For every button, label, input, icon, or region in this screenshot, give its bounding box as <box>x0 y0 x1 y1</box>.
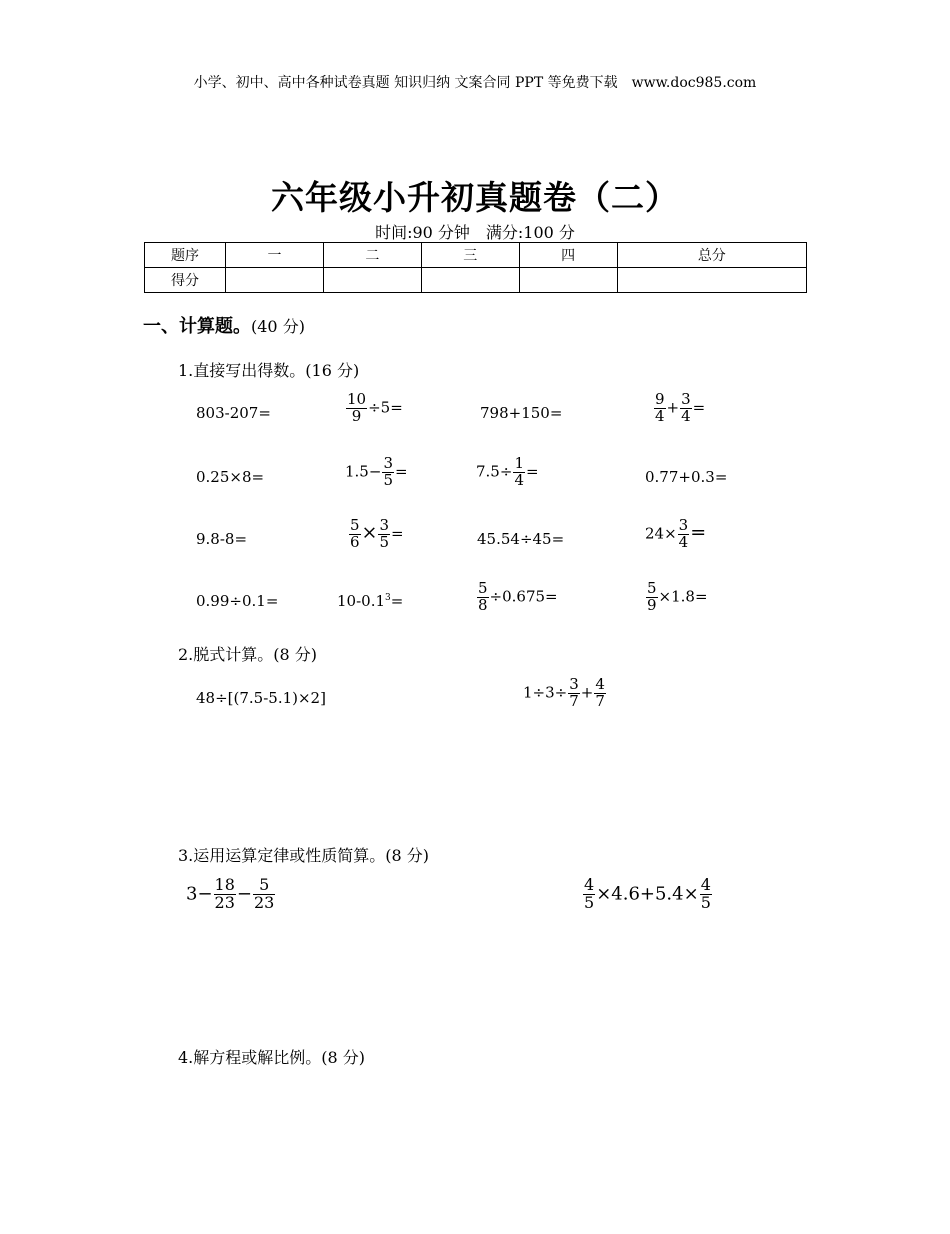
expression-text: 24× <box>645 524 677 543</box>
math-item: 48÷[(7.5-5.1)×2] <box>196 689 326 707</box>
numerator: 5 <box>478 579 488 597</box>
math-item <box>476 581 558 614</box>
fraction <box>382 456 394 489</box>
numerator: 4 <box>700 875 711 894</box>
table-cell: 一 <box>226 243 324 268</box>
fraction <box>680 392 692 425</box>
numerator: 10 <box>347 390 367 408</box>
fraction <box>349 518 361 551</box>
expression-text: ÷0.675= <box>489 587 558 606</box>
equals-sign: = <box>692 398 706 417</box>
fraction <box>253 877 275 912</box>
math-item: 0.77+0.3= <box>645 468 728 486</box>
math-item <box>345 456 408 489</box>
fraction <box>378 518 390 551</box>
table-cell: 题序 <box>145 243 226 268</box>
math-item <box>582 877 713 912</box>
math-item: 798+150= <box>480 404 563 422</box>
denominator: 7 <box>569 691 579 710</box>
math-item <box>345 392 403 425</box>
question-title: 4.解方程或解比例。(8 分) <box>178 1048 366 1067</box>
fraction <box>214 877 236 912</box>
denominator: 5 <box>379 532 390 551</box>
section-title: 一、计算题。 <box>143 316 251 337</box>
score-input-cell[interactable] <box>617 268 806 293</box>
denominator: 6 <box>350 532 360 551</box>
exam-info: 时间:90 分钟 满分:100 分 <box>375 223 575 242</box>
fraction <box>700 877 712 912</box>
denominator: 5 <box>383 470 393 489</box>
math-item: 45.54÷45= <box>477 530 565 548</box>
numerator: 9 <box>655 390 665 408</box>
denominator: 9 <box>647 595 657 614</box>
expression-text: 10-0.1 <box>337 592 386 610</box>
question-title: 2.脱式计算。(8 分) <box>178 645 318 664</box>
question-title: 1.直接写出得数。(16 分) <box>178 361 360 380</box>
score-table <box>144 242 807 293</box>
denominator: 5 <box>700 892 711 912</box>
operator: − <box>236 883 252 905</box>
numerator: 3 <box>379 516 390 534</box>
expression-text: ÷5= <box>368 398 403 417</box>
equals-sign: = <box>525 462 539 481</box>
operator: + <box>580 683 594 702</box>
exponent: 3 <box>385 593 391 603</box>
numerator: 1 <box>514 454 524 472</box>
score-input-cell[interactable] <box>323 268 421 293</box>
denominator: 4 <box>655 406 665 425</box>
fraction <box>346 392 367 425</box>
score-input-cell[interactable] <box>519 268 617 293</box>
numerator: 5 <box>253 877 275 895</box>
numerator: 3 <box>678 516 689 534</box>
denominator: 7 <box>595 691 605 710</box>
equals-sign: = <box>394 462 408 481</box>
numerator: 3 <box>383 454 393 472</box>
section-points: (40 分) <box>251 317 305 336</box>
numerator: 4 <box>595 675 605 693</box>
fraction <box>646 581 658 614</box>
table-cell: 四 <box>519 243 617 268</box>
math-item <box>337 592 403 610</box>
math-item <box>645 518 706 551</box>
math-item: 803-207= <box>196 404 271 422</box>
expression-text: 1÷3÷ <box>523 683 568 702</box>
fraction <box>678 518 690 551</box>
denominator: 5 <box>584 892 595 912</box>
expression-text: 1.5− <box>345 462 382 481</box>
denominator: 4 <box>678 532 689 551</box>
numerator: 3 <box>569 675 579 693</box>
page-header: 小学、初中、高中各种试卷真题 知识归纳 文案合同 PPT 等免费下载 www.doc985.com <box>193 75 757 91</box>
expression-text: ×1.8= <box>658 587 708 606</box>
expression-text: 3− <box>186 883 213 905</box>
numerator: 5 <box>350 516 360 534</box>
table-cell: 得分 <box>145 268 226 293</box>
question-title: 3.运用运算定律或性质简算。(8 分) <box>178 846 430 865</box>
equals-sign: = <box>391 524 404 543</box>
fraction <box>477 581 489 614</box>
numerator: 4 <box>584 875 595 894</box>
fraction <box>568 677 580 710</box>
score-input-cell[interactable] <box>226 268 324 293</box>
expression-text: 7.5÷ <box>476 462 513 481</box>
table-cell: 总分 <box>617 243 806 268</box>
denominator: 4 <box>514 470 524 489</box>
fraction <box>594 677 606 710</box>
denominator: 4 <box>681 406 691 425</box>
expression-text: ×4.6+5.4× <box>596 883 699 905</box>
numerator: 5 <box>647 579 657 597</box>
denominator: 23 <box>254 892 275 912</box>
page-title: 六年级小升初真题卷（二） <box>271 178 679 217</box>
math-item: 9.8-8= <box>196 530 248 548</box>
math-item <box>348 518 404 551</box>
numerator: 18 <box>214 875 235 894</box>
table-cell: 二 <box>323 243 421 268</box>
math-item <box>523 677 607 710</box>
fraction <box>513 456 525 489</box>
fraction <box>654 392 666 425</box>
operator: + <box>666 398 680 417</box>
fraction <box>583 877 595 912</box>
denominator: 23 <box>214 892 235 912</box>
math-item <box>645 581 708 614</box>
equals-sign: = <box>390 592 404 610</box>
denominator: 9 <box>351 406 362 425</box>
math-item <box>476 456 539 489</box>
section-heading <box>143 312 305 338</box>
math-item: 0.99÷0.1= <box>196 592 279 610</box>
denominator: 8 <box>478 595 488 614</box>
math-item <box>653 392 705 425</box>
table-cell: 三 <box>421 243 519 268</box>
math-item: 0.25×8= <box>196 468 265 486</box>
table-row <box>145 243 807 268</box>
operator: × <box>361 521 378 544</box>
numerator: 3 <box>681 390 691 408</box>
score-input-cell[interactable] <box>421 268 519 293</box>
math-item <box>186 877 276 912</box>
equals-sign: = <box>690 521 707 544</box>
table-row <box>145 268 807 293</box>
